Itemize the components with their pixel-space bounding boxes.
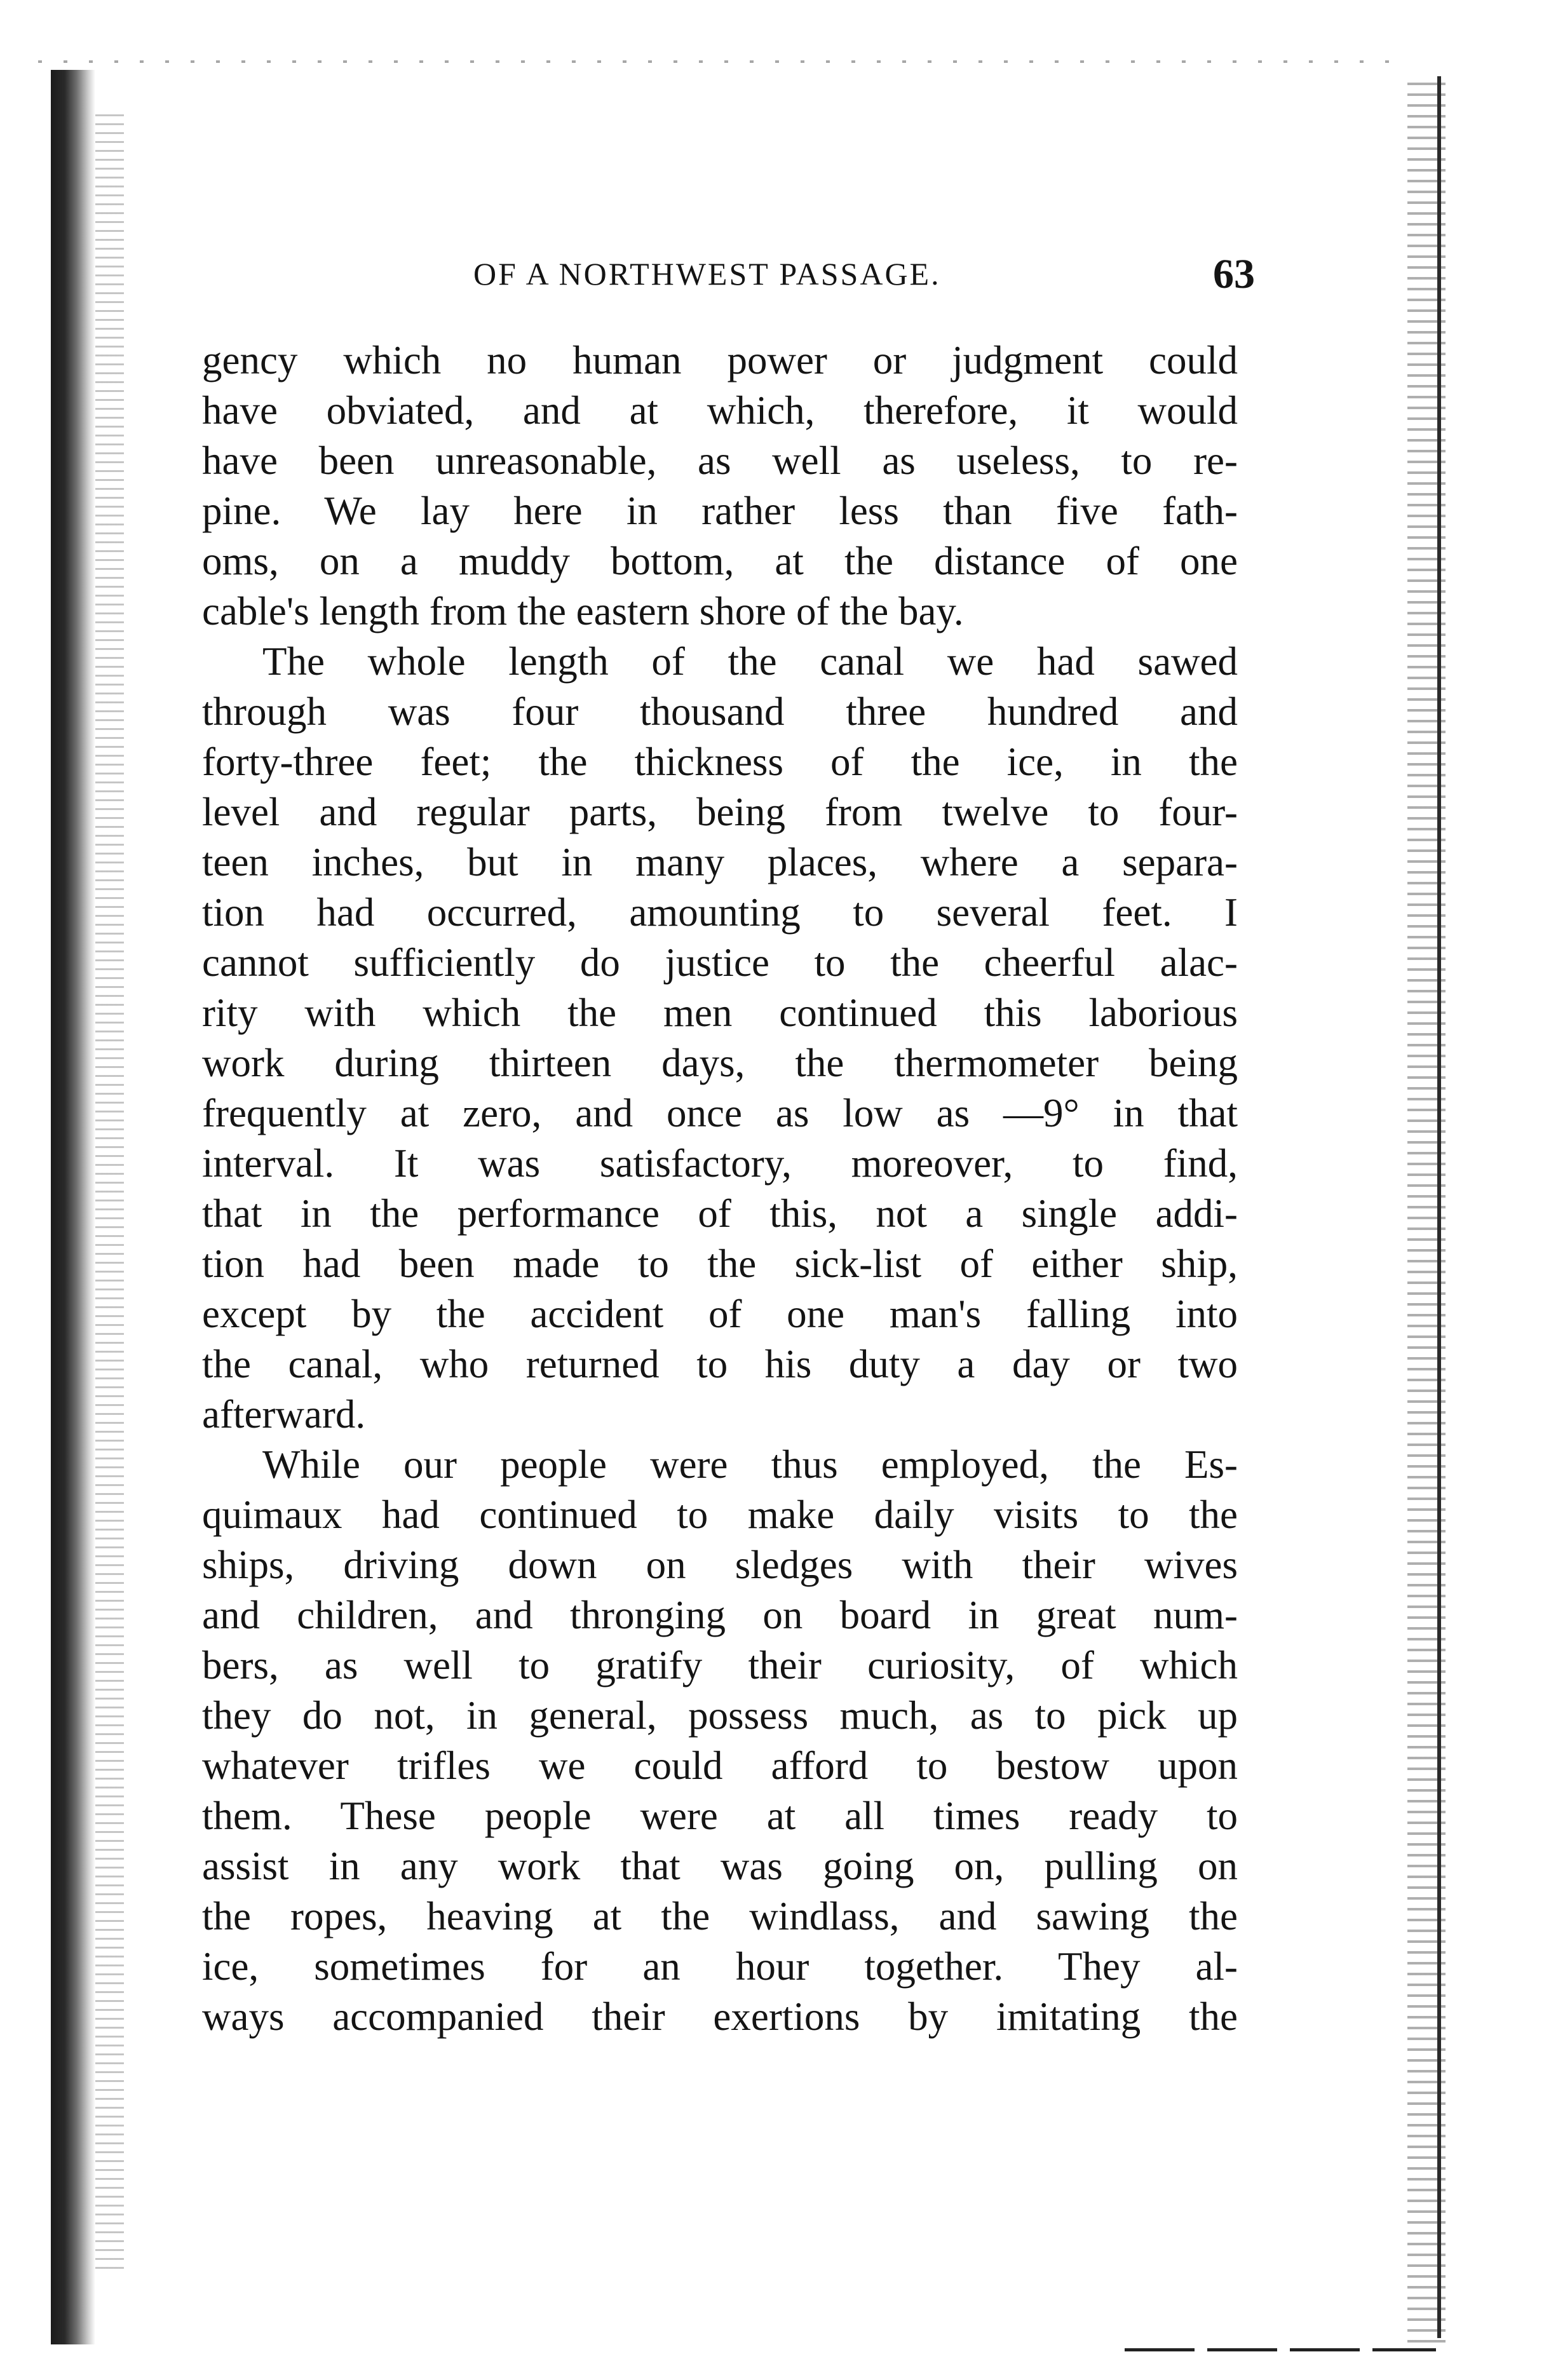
text-line: them. These people were at all times ready to	[202, 1794, 1238, 1838]
text-line: pine. We lay here in rather less than five fath-	[202, 489, 1238, 533]
running-head	[473, 253, 1255, 297]
scan-binding-speckle	[95, 114, 124, 2275]
text-line: afterward.	[202, 1392, 366, 1437]
text-line: While our people were thus employed, the Es-	[262, 1442, 1238, 1487]
text-line: through was four thousand three hundred and	[202, 689, 1238, 734]
text-line: teen inches, but in many places, where a separa-	[202, 840, 1238, 884]
text-line: bers, as well to gratify their curiosity, of which	[202, 1643, 1238, 1687]
text-line: work during thirteen days, the thermometer being	[202, 1041, 1238, 1085]
text-line: have been unreasonable, as well as useless, to re-	[202, 438, 1238, 483]
text-line: and children, and thronging on board in great num-	[202, 1593, 1238, 1637]
text-line: that in the performance of this, not a single addi-	[202, 1191, 1238, 1236]
text-line: frequently at zero, and once as low as —9° in that	[202, 1091, 1238, 1135]
text-line: cable's length from the eastern shore of the bay.	[202, 589, 964, 633]
text-line: the ropes, heaving at the windlass, and sawing the	[202, 1894, 1238, 1938]
text-line: ice, sometimes for an hour together. They al-	[202, 1944, 1238, 1989]
page-number: 63	[1213, 251, 1255, 297]
text-line: assist in any work that was going on, pulling on	[202, 1844, 1238, 1888]
text-line: forty-three feet; the thickness of the ice, in the	[202, 740, 1238, 784]
text-line: The whole length of the canal we had sawed	[262, 639, 1238, 684]
text-line: gency which no human power or judgment could	[202, 338, 1238, 382]
text-line: except by the accident of one man's falling into	[202, 1292, 1238, 1336]
scan-right-rule	[1437, 76, 1441, 2338]
text-line: level and regular parts, being from twelve to four-	[202, 790, 1238, 834]
text-line: quimaux had continued to make daily visits to the	[202, 1492, 1238, 1537]
text-line: tion had been made to the sick-list of either ship,	[202, 1241, 1238, 1286]
text-line: tion had occurred, amounting to several feet. I	[202, 890, 1238, 935]
text-line: have obviated, and at which, therefore, it would	[202, 388, 1238, 433]
text-line: ships, driving down on sledges with their wives	[202, 1543, 1238, 1587]
body-text	[202, 335, 1238, 2042]
text-line: rity with which the men continued this laborious	[202, 991, 1238, 1035]
text-line: interval. It was satisfactory, moreover, to find,	[202, 1141, 1238, 1186]
text-line: ways accompanied their exertions by imitating the	[202, 1994, 1238, 2039]
text-line: cannot sufficiently do justice to the cheerful alac-	[202, 940, 1238, 985]
text-line: the canal, who returned to his duty a day or two	[202, 1342, 1238, 1386]
text-line: they do not, in general, possess much, as to pick up	[202, 1693, 1238, 1738]
text-line: oms, on a muddy bottom, at the distance of one	[202, 539, 1238, 583]
scan-binding-edge	[51, 70, 95, 2344]
text-line: whatever trifles we could afford to bestow upon	[202, 1743, 1238, 1788]
scan-top-specks	[38, 60, 1404, 63]
running-head-title: OF A NORTHWEST PASSAGE.	[473, 256, 941, 292]
scan-bottom-rule	[1125, 2348, 1436, 2351]
